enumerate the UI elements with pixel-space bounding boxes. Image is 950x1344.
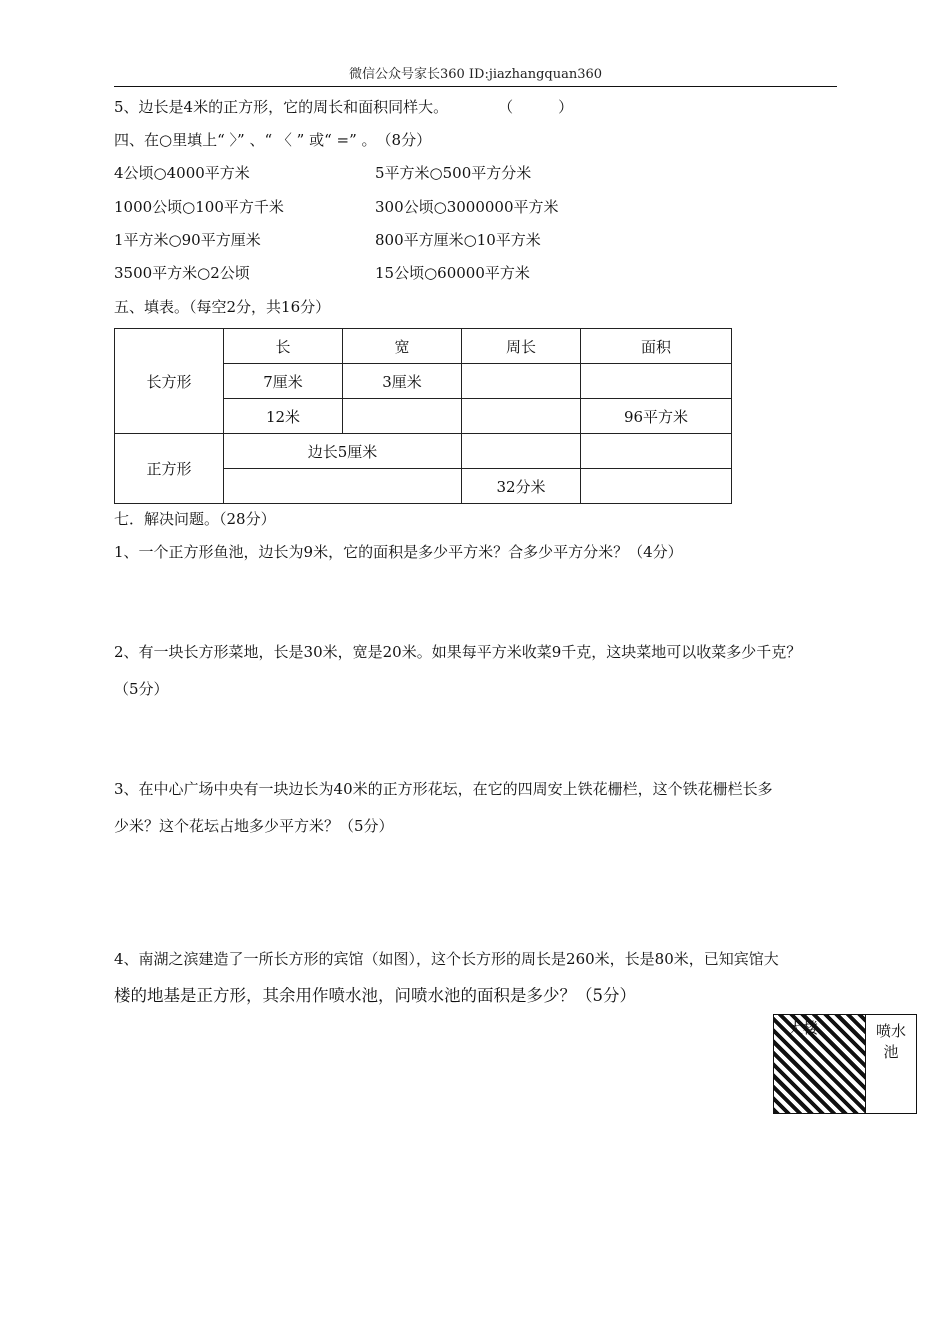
header-divider bbox=[114, 86, 837, 87]
table-cell bbox=[224, 469, 462, 504]
problem-3-line-1: 3、在中心广场中央有一块边长为40米的正方形花坛，在它的四周安上铁花栅栏，这个铁花栅栏长多 bbox=[114, 780, 773, 798]
table-cell bbox=[581, 364, 732, 399]
problem-2-line-1: 2、有一块长方形菜地，长是30米，宽是20米。如果每平方米收菜9千克，这块菜地可以收菜多少千克？ bbox=[114, 643, 802, 661]
problem-3-line-2: 少米？这个花坛占地多少平方米？（5分） bbox=[114, 817, 394, 835]
problem-4-line-2: 楼的地基是正方形，其余用作喷水池，问喷水池的面积是多少？（5分） bbox=[114, 986, 636, 1005]
fill-table bbox=[114, 328, 732, 504]
compare-item: 4公顷○4000平方米 bbox=[114, 164, 250, 182]
table-cell bbox=[462, 399, 581, 434]
table-cell: 边长5厘米 bbox=[224, 434, 462, 469]
compare-item: 1000公顷○100平方千米 bbox=[114, 198, 284, 216]
section-7-title: 七．解决问题。（28分） bbox=[114, 510, 276, 528]
building-label: 大楼 bbox=[788, 1019, 819, 1037]
header-area: 面积 bbox=[581, 329, 732, 364]
section-5-title: 五、填表。（每空2分，共16分） bbox=[114, 298, 331, 316]
header-perimeter: 周长 bbox=[462, 329, 581, 364]
pool-label-line-1: 喷水 bbox=[875, 1022, 906, 1040]
section-4-title: 四、在○里填上“ 〉” 、“ 〈 ” 或“ =” 。 （8分） bbox=[114, 131, 432, 149]
compare-item: 15公顷○60000平方米 bbox=[375, 264, 530, 282]
table-cell bbox=[343, 399, 462, 434]
pool-label bbox=[867, 1021, 915, 1063]
question-5-text: 5、边长是4米的正方形，它的周长和面积同样大。 bbox=[114, 98, 449, 116]
table-cell bbox=[581, 469, 732, 504]
compare-item: 1平方米○90平方厘米 bbox=[114, 231, 261, 249]
header-length: 长 bbox=[224, 329, 343, 364]
table-header-row bbox=[115, 329, 732, 364]
header-width: 宽 bbox=[343, 329, 462, 364]
table-row bbox=[115, 434, 732, 469]
table-cell bbox=[581, 434, 732, 469]
question-5 bbox=[114, 97, 573, 117]
compare-item: 3500平方米○2公顷 bbox=[114, 264, 250, 282]
rect-label: 长方形 bbox=[115, 329, 224, 434]
problem-2-line-2: （5分） bbox=[114, 680, 169, 698]
problem-1: 1、一个正方形鱼池，边长为9米，它的面积是多少平方米？合多少平方分米？（4分） bbox=[114, 543, 683, 561]
compare-item: 5平方米○500平方分米 bbox=[375, 164, 532, 182]
table-cell: 7厘米 bbox=[224, 364, 343, 399]
problem-4-line-1: 4、南湖之滨建造了一所长方形的宾馆（如图），这个长方形的周长是260米，长是80米，已知宾馆大 bbox=[114, 950, 779, 968]
square-label: 正方形 bbox=[115, 434, 224, 504]
table-cell bbox=[462, 434, 581, 469]
table-cell: 96平方米 bbox=[581, 399, 732, 434]
hotel-diagram bbox=[773, 1014, 917, 1114]
compare-item: 300公顷○3000000平方米 bbox=[375, 198, 559, 216]
compare-item: 800平方厘米○10平方米 bbox=[375, 231, 541, 249]
table-cell: 3厘米 bbox=[343, 364, 462, 399]
answer-paren: （ ） bbox=[498, 98, 574, 116]
table-cell bbox=[462, 364, 581, 399]
page-header: 微信公众号家长360 ID:jiazhangquan360 bbox=[348, 67, 603, 82]
pool-label-line-2: 池 bbox=[883, 1043, 899, 1061]
table-cell: 12米 bbox=[224, 399, 343, 434]
building-area bbox=[774, 1015, 866, 1113]
table-cell: 32分米 bbox=[462, 469, 581, 504]
